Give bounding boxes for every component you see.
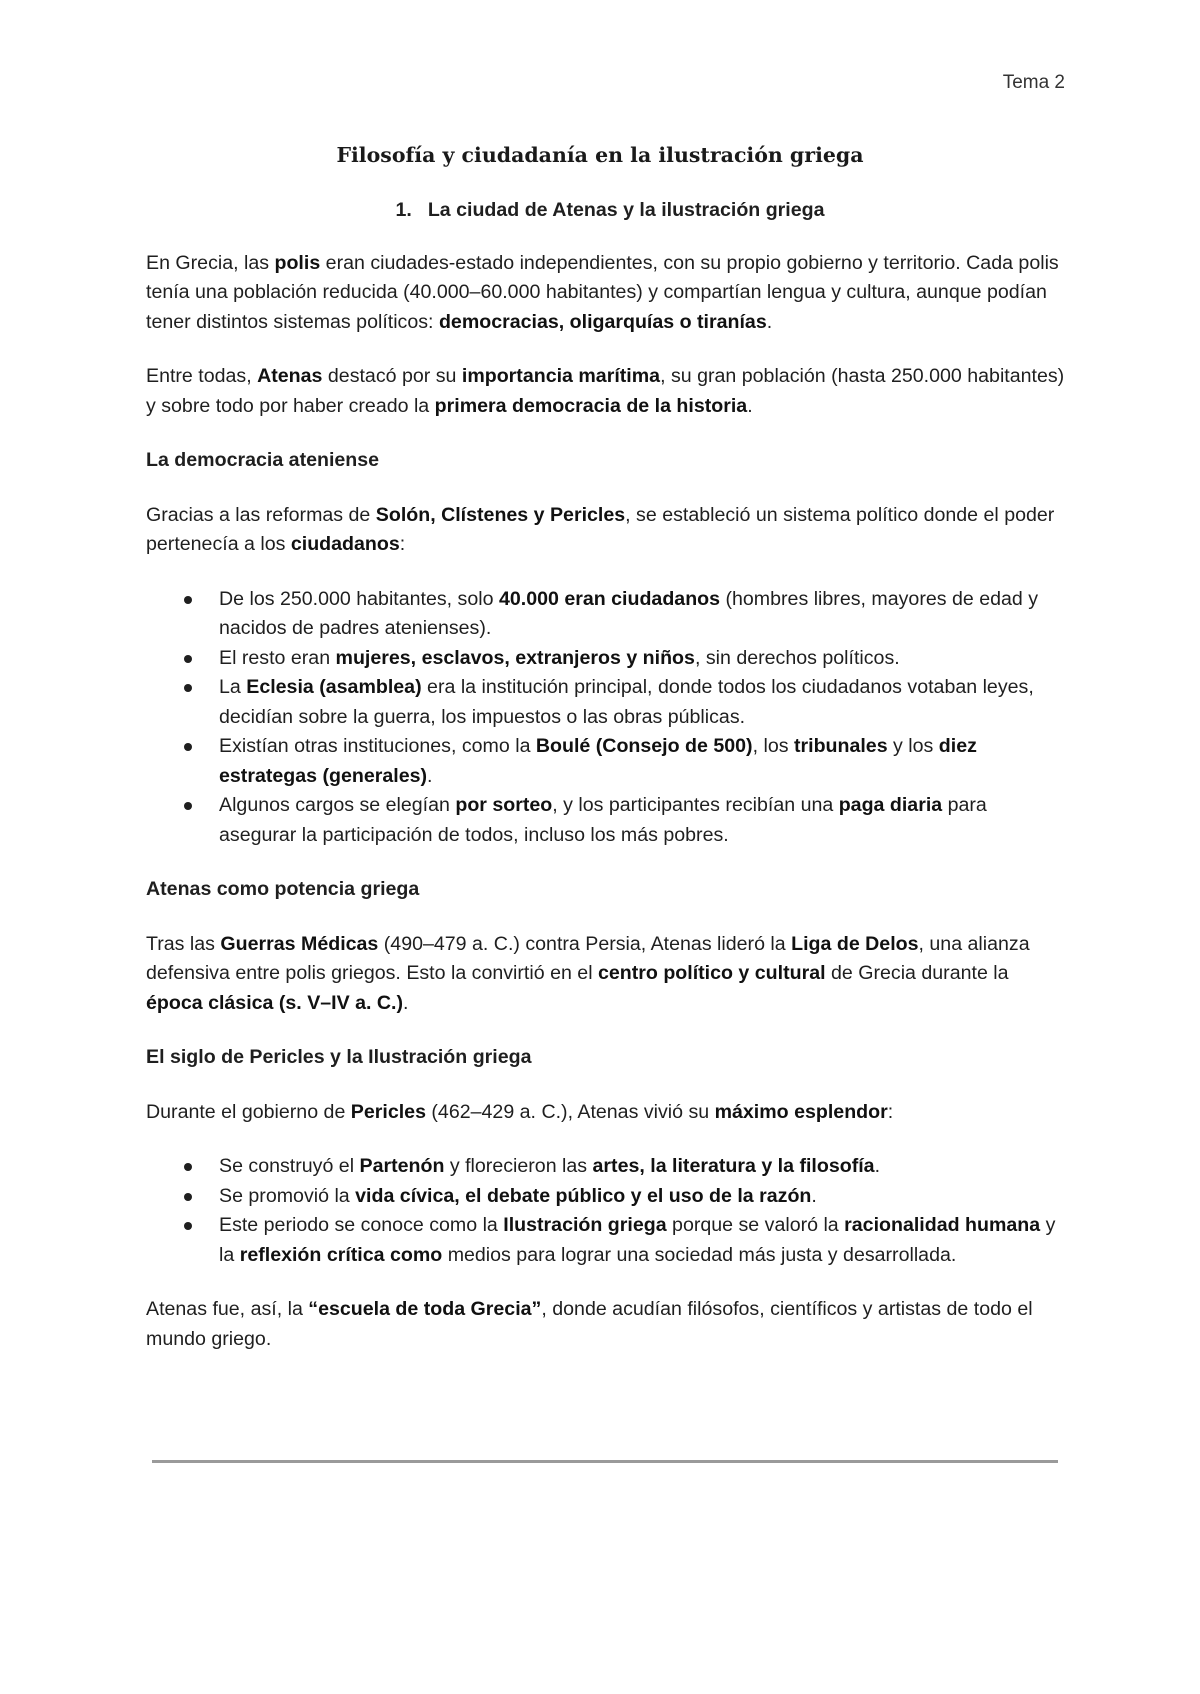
subheading-potencia: Atenas como potencia griega: [146, 878, 420, 900]
bullet-icon: [184, 802, 192, 810]
document-body: [146, 196, 1066, 1379]
paragraph-pericles: Durante el gobierno de Pericles (462–429 a. C.), Atenas vivió su máximo esplendor:: [146, 1100, 894, 1123]
list-item: La Eclesia (asamblea) era la institución principal, donde todos los ciudadanos votaban leyes, decidían sobre la guerra, los impuestos o las obras públicas.: [146, 673, 1066, 732]
paragraph-escuela: Atenas fue, así, la “escuela de toda Grecia”, donde acudían filósofos, científicos y artistas de todo el mundo griego.: [146, 1298, 1033, 1350]
section-heading-1: [146, 196, 1066, 226]
bullet-icon: [184, 1193, 192, 1201]
list-item: Existían otras instituciones, como la Boulé (Consejo de 500), los tribunales y los diez estrategas (generales).: [146, 732, 1066, 791]
list-item: Algunos cargos se elegían por sorteo, y los participantes recibían una paga diaria para asegurar la participación de todos, incluso los más pobres.: [146, 791, 1066, 850]
bullet-icon: [184, 684, 192, 692]
list-item: Se promovió la vida cívica, el debate público y el uso de la razón.: [146, 1182, 1066, 1212]
document-title: Filosofía y ciudadanía en la ilustración griega: [336, 143, 864, 167]
pericles-list: [146, 1152, 1066, 1270]
subheading-democracia: La democracia ateniense: [146, 449, 380, 471]
header-tag: Tema 2: [1002, 72, 1065, 93]
paragraph-polis: En Grecia, las polis eran ciudades-estado independientes, con su propio gobierno y territorio. Cada polis tenía una población reducida (40.000–60.000 habitantes) y compartían lengua y cultura, aunque podían tener distintos sistemas políticos: democracias, oligarquías o tiranías.: [146, 251, 1059, 333]
list-item: De los 250.000 habitantes, solo 40.000 eran ciudadanos (hombres libres, mayores de edad y nacidos de padres atenienses).: [146, 585, 1066, 644]
paragraph-atenas: Entre todas, Atenas destacó por su importancia marítima, su gran población (hasta 250.000 habitantes) y sobre todo por haber creado la primera democracia de la historia.: [146, 365, 1065, 417]
horizontal-divider: [152, 1460, 1058, 1463]
list-item: El resto eran mujeres, esclavos, extranjeros y niños, sin derechos políticos.: [146, 644, 1066, 674]
bullet-icon: [184, 743, 192, 751]
paragraph-guerras: Tras las Guerras Médicas (490–479 a. C.) contra Persia, Atenas lideró la Liga de Delos, una alianza defensiva entre polis griegos. Esto la convirtió en el centro político y cultural de Grecia durante la época clásica (s. V–IV a. C.).: [146, 932, 1030, 1014]
subheading-pericles: El siglo de Pericles y la Ilustración griega: [146, 1046, 532, 1068]
bullet-icon: [184, 1163, 192, 1171]
bullet-icon: [184, 655, 192, 663]
democracia-list: [146, 585, 1066, 851]
bullet-icon: [184, 1222, 192, 1230]
section-number: 1.: [395, 199, 412, 221]
section-title: La ciudad de Atenas y la ilustración griega: [427, 199, 825, 221]
paragraph-reformas: Gracias a las reformas de Solón, Clístenes y Pericles, se estableció un sistema político donde el poder pertenecía a los ciudadanos:: [146, 503, 1055, 555]
list-item: Se construyó el Partenón y florecieron las artes, la literatura y la filosofía.: [146, 1152, 1066, 1182]
bullet-icon: [184, 596, 192, 604]
list-item: Este periodo se conoce como la Ilustración griega porque se valoró la racionalidad humana y la reflexión crítica como medios para lograr una sociedad más justa y desarrollada.: [146, 1211, 1066, 1270]
